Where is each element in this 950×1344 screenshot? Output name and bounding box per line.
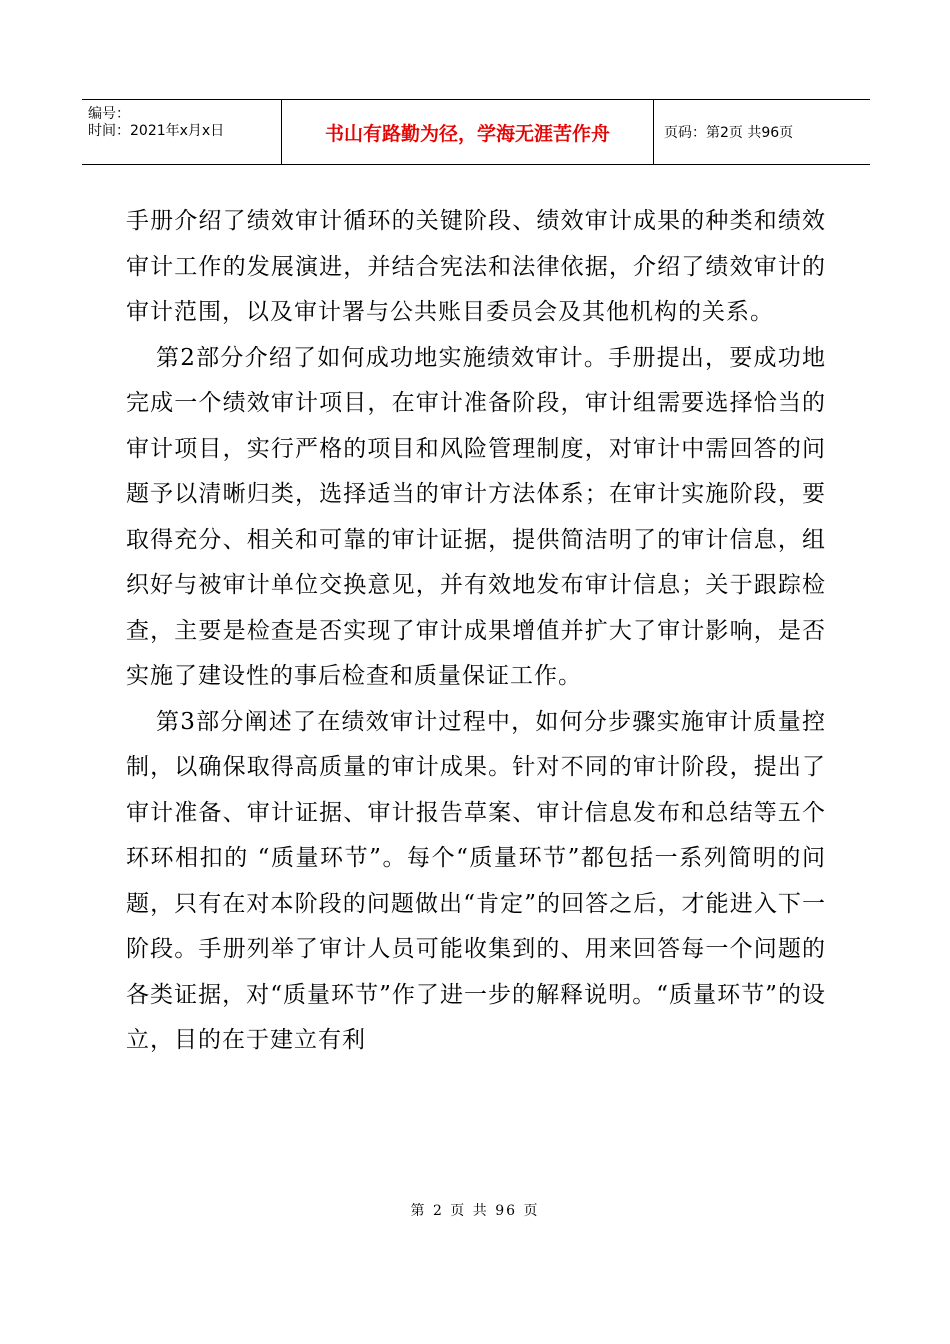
paragraph-1: 手册介绍了绩效审计循环的关键阶段、绩效审计成果的种类和绩效审计工作的发展演进，并结合宪法和法律依据，介绍了绩效审计的审计范围，以及审计署与公共账目委员会及其他机构的关系。 xyxy=(126,208,826,325)
header-meta xyxy=(82,100,282,164)
paragraph-3: 第3部分阐述了在绩效审计过程中，如何分步骤实施审计质量控制，以确保取得高质量的审计成果。针对不同的审计阶段，提出了审计准备、审计证据、审计报告草案、审计信息发布和总结等五个环环相扣的 “质量环节”。每个“质量环节”都包括一系列简明的问题，只有在对本阶段的问题做出“肯定”的回答之后，才能进入下一阶段。手册列举了审计人员可能收集到的、用来回答每一个问题的各类证据，对“质量环节”作了进一步的解释说明。“质量环节”的设立，目的在于建立有利 xyxy=(126,708,826,1053)
document-number-label: 编号： xyxy=(88,106,130,122)
header-motto: 书山有路勤为径，学海无涯苦作舟 xyxy=(282,100,654,164)
document-body xyxy=(126,199,826,1064)
page-header xyxy=(82,99,870,165)
page-footer: 第 2 页 共 96 页 xyxy=(410,1203,540,1219)
paragraph-2: 第2部分介绍了如何成功地实施绩效审计。手册提出，要成功地完成一个绩效审计项目，在审计准备阶段，审计组需要选择恰当的审计项目，实行严格的项目和风险管理制度，对审计中需回答的问题予以清晰归类，选择适当的审计方法体系；在审计实施阶段，要取得充分、相关和可靠的审计证据，提供简洁明了的审计信息，组织好与被审计单位交换意见，并有效地发布审计信息；关于跟踪检查，主要是检查是否实现了审计成果增值并扩大了审计影响，是否实施了建设性的事后检查和质量保证工作。 xyxy=(126,344,826,689)
document-time-label: 时间：2021年x月x日 xyxy=(88,123,225,139)
header-page-info: 页码：第2页 共96页 xyxy=(664,125,794,141)
